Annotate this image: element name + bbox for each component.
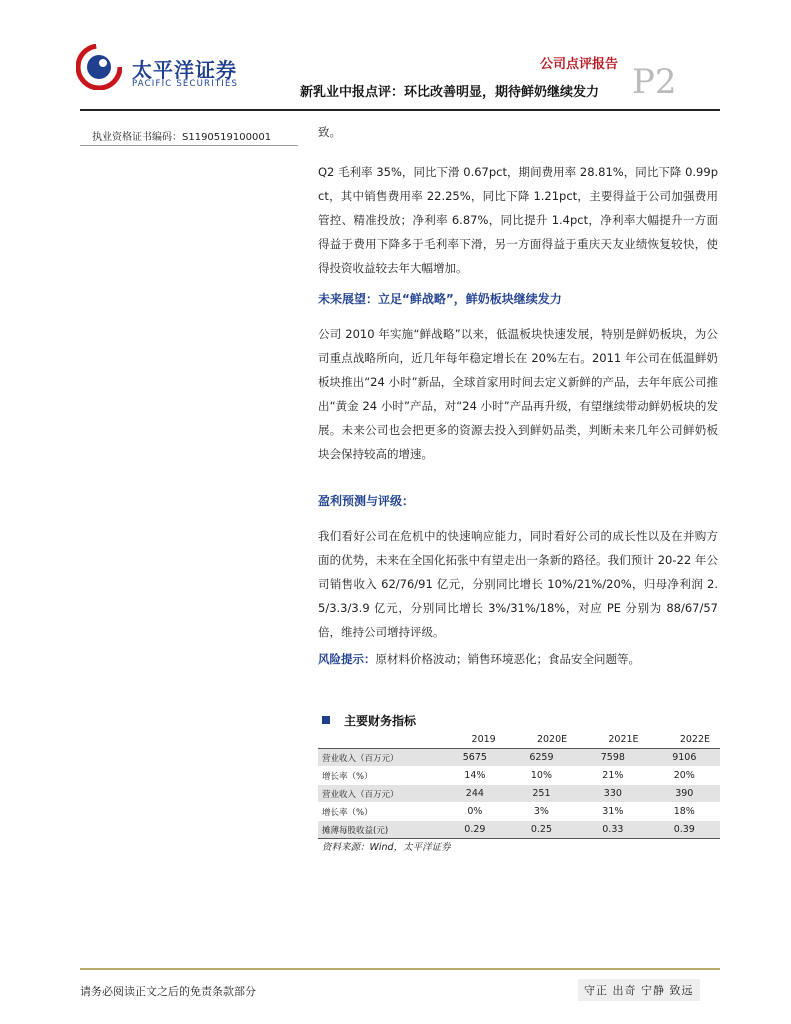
row-label: 增长率（%） <box>318 767 444 785</box>
table-cell: 5675 <box>444 749 506 767</box>
table-cell: 18% <box>649 803 720 821</box>
table-header-cell <box>318 731 444 749</box>
paragraph-q2-margins: Q2 毛利率 35%，同比下滑 0.67pct，期间费用率 28.81%，同比下降 0.99pct，其中销售费用率 22.25%，同比下降 1.21pct，主要得益于公司加强费用管控、精准投放；净利率 6.87%，同比提升 1.4pct，净利率大幅提升一方面得益于费用下降多于毛利率下滑，另一方面得益于重庆天友业绩恢复较快，使得投资收益较去年大幅增加。 <box>318 165 718 275</box>
table-header-cell: 2021E <box>577 731 648 749</box>
paragraph-continuation: 致。 <box>318 125 341 139</box>
analyst-cert-number: 执业资格证书编码：S1190519100001 <box>92 132 272 143</box>
sidebar-divider <box>80 145 298 146</box>
pacific-securities-logo <box>76 44 122 90</box>
table-row <box>318 803 720 821</box>
table-row <box>318 749 720 767</box>
table-cell: 0.33 <box>577 821 648 839</box>
table-cell: 0.29 <box>444 821 506 839</box>
risk-text: 原材料价格波动；销售环境恶化；食品安全问题等。 <box>375 652 640 666</box>
page-number: P2 <box>632 62 677 102</box>
row-label: 营业收入（百万元） <box>318 749 444 767</box>
table-cell: 244 <box>444 785 506 803</box>
table-cell: 9106 <box>649 749 720 767</box>
table-cell: 330 <box>577 785 648 803</box>
table-cell: 251 <box>506 785 577 803</box>
table-header-row <box>318 731 720 749</box>
table-cell: 390 <box>649 785 720 803</box>
risk-label: 风险提示： <box>318 652 376 666</box>
table-source: 资料来源：Wind，太平洋证券 <box>322 842 451 853</box>
brand-name-cn: 太平洋证券 <box>132 58 237 82</box>
brand-name-en: PACIFIC SECURITIES <box>132 79 239 89</box>
table-header-cell: 2020E <box>506 731 577 749</box>
table-cell: 6259 <box>506 749 577 767</box>
paragraph-rating: 我们看好公司在危机中的快速响应能力，同时看好公司的成长性以及在并购方面的优势，未来在全国化拓张中有望走出一条新的路径。我们预计 20-22 年公司销售收入 62/76/91 亿元，分别同比增长 10%/21%/20%，归母净利润 2.5/3.3/3.9 亿元，分别同比增长 3%/31%/18%，对应 PE 分别为 88/67/57 倍，维持公司增持评级。 <box>318 529 718 639</box>
row-label: 营业收入（百万元） <box>318 785 444 803</box>
paragraph-outlook: 公司 2010 年实施“鲜战略”以来，低温板块快速发展，特别是鲜奶板块，为公司重点战略所向，近几年每年稳定增长在 20%左右。2011 年公司在低温鲜奶板块推出“24 小时”新品，全球首家用时间去定义新鲜的产品，去年年底公司推出“黄金 24 小时”产品，对“24 小时”产品再升级，有望继续带动鲜奶板块的发展。未来公司也会把更多的资源去投入到鲜奶品类，判断未来几年公司鲜奶板块会保持较高的增速。 <box>318 327 718 461</box>
table-row <box>318 821 720 839</box>
row-label: 摊薄每股收益(元) <box>318 821 444 839</box>
financial-indicators-table <box>318 731 720 839</box>
footer-divider <box>80 968 720 970</box>
row-label: 增长率（%） <box>318 803 444 821</box>
table-cell: 20% <box>649 767 720 785</box>
section-heading-outlook: 未来展望：立足“鲜战略”，鲜奶板块继续发力 <box>318 292 562 306</box>
table-row <box>318 785 720 803</box>
table-cell: 21% <box>577 767 648 785</box>
table-cell: 0.39 <box>649 821 720 839</box>
table-cell: 7598 <box>577 749 648 767</box>
report-title: 新乳业中报点评：环比改善明显，期待鲜奶继续发力 <box>300 85 600 100</box>
table-cell: 3% <box>506 803 577 821</box>
table-header-cell: 2022E <box>649 731 720 749</box>
table-title-text: 主要财务指标 <box>344 714 417 728</box>
table-header-cell: 2019 <box>444 731 506 749</box>
table-cell: 0% <box>444 803 506 821</box>
table-cell: 10% <box>506 767 577 785</box>
section-heading-rating: 盈利预测与评级： <box>318 494 415 508</box>
risk-note <box>318 651 640 667</box>
table-cell: 0.25 <box>506 821 577 839</box>
table-row <box>318 767 720 785</box>
footer-motto: 守正 出奇 宁静 致远 <box>578 979 700 1001</box>
table-cell: 31% <box>577 803 648 821</box>
table-cell: 14% <box>444 767 506 785</box>
footer-disclaimer: 请务必阅读正文之后的免责条款部分 <box>80 985 256 998</box>
report-type: 公司点评报告 <box>540 57 619 72</box>
header-divider <box>80 109 720 111</box>
table-title <box>318 712 416 729</box>
